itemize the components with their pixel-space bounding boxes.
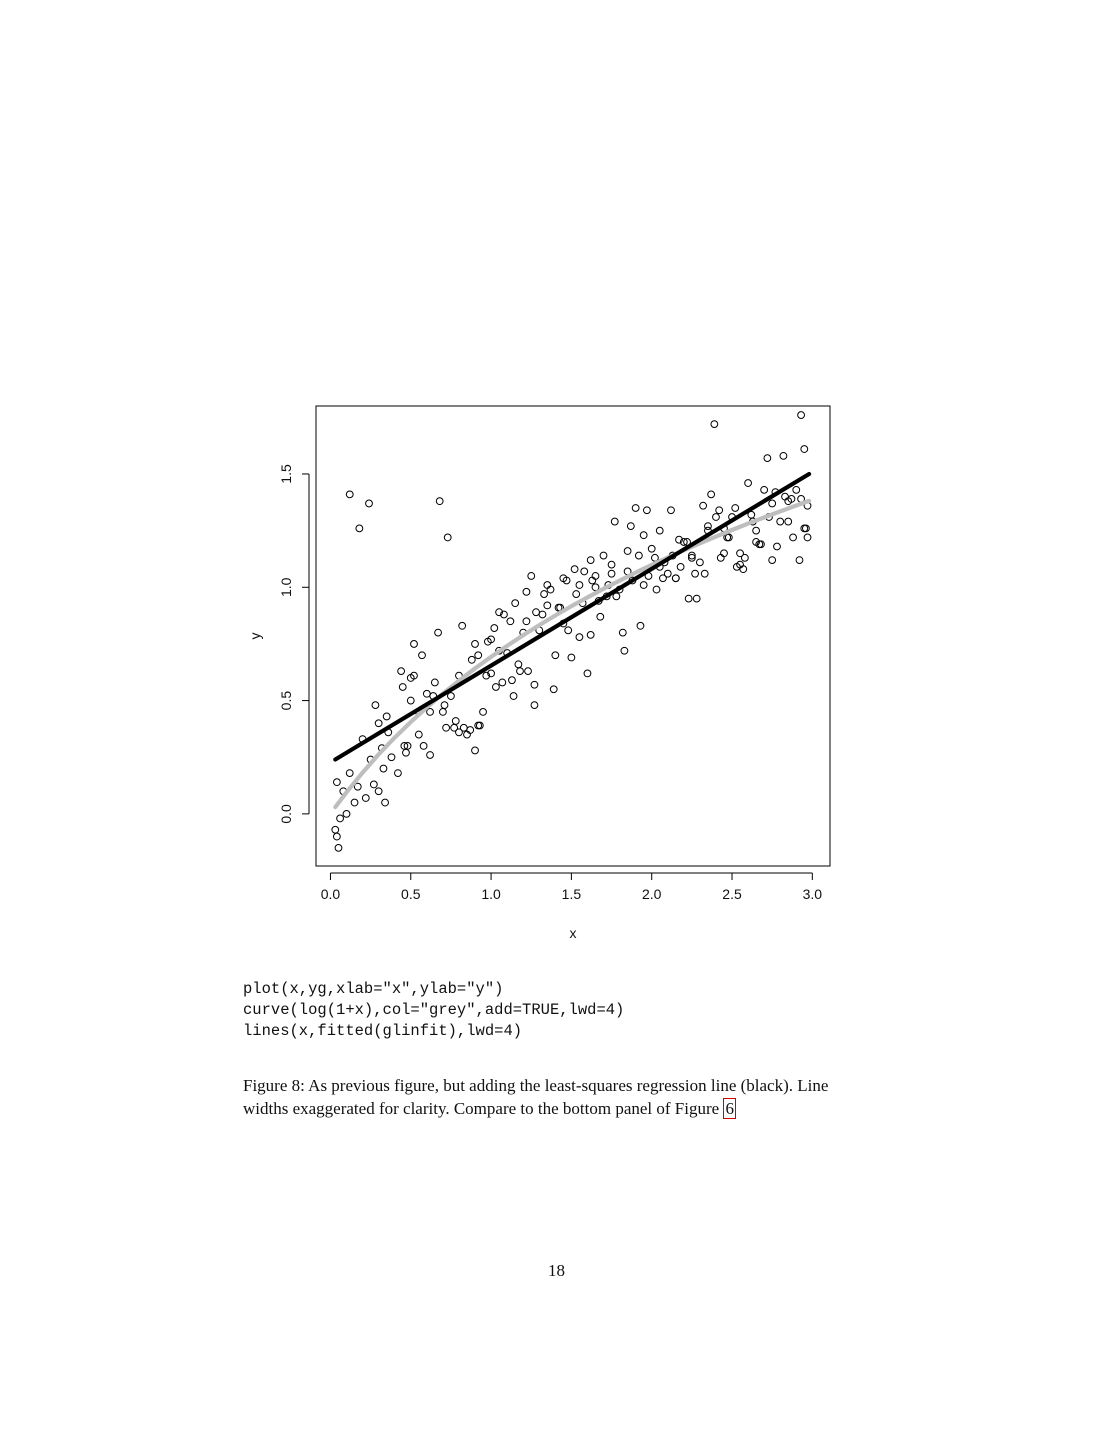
x-tick-label: 3.0	[802, 886, 823, 902]
y-tick-label: 0.0	[278, 804, 294, 824]
data-point	[375, 720, 382, 727]
data-point	[351, 799, 358, 806]
data-point	[777, 518, 784, 525]
data-point	[475, 722, 482, 729]
data-point	[523, 588, 530, 595]
data-point	[608, 561, 615, 568]
figure-reference-link[interactable]: 6	[725, 1099, 734, 1118]
data-point	[790, 534, 797, 541]
data-point	[761, 486, 768, 493]
data-point	[507, 618, 514, 625]
data-point	[725, 534, 732, 541]
data-point	[431, 679, 438, 686]
data-point	[539, 611, 546, 618]
data-point	[333, 833, 340, 840]
data-point	[468, 656, 475, 663]
data-point	[664, 570, 671, 577]
x-tick-label: 1.5	[561, 886, 582, 902]
data-point	[415, 731, 422, 738]
data-point	[510, 693, 517, 700]
data-point	[656, 527, 663, 534]
data-point	[476, 722, 483, 729]
data-point	[533, 609, 540, 616]
data-point	[493, 684, 500, 691]
data-point	[525, 668, 532, 675]
data-point	[581, 568, 588, 575]
scatter-plot	[230, 390, 870, 950]
data-point	[608, 570, 615, 577]
data-point	[550, 686, 557, 693]
data-point	[531, 681, 538, 688]
data-point	[372, 702, 379, 709]
data-point	[333, 779, 340, 786]
data-point	[375, 788, 382, 795]
data-point	[696, 559, 703, 566]
data-point	[587, 557, 594, 564]
code-line: lines(x,fitted(glinfit),lwd=4)	[243, 1022, 523, 1040]
data-point	[576, 582, 583, 589]
data-point	[780, 452, 787, 459]
data-point	[801, 525, 808, 532]
data-point	[472, 747, 479, 754]
data-point	[692, 570, 699, 577]
x-tick-label: 2.0	[641, 886, 662, 902]
data-point	[343, 810, 350, 817]
data-point	[480, 709, 487, 716]
data-point	[443, 724, 450, 731]
code-block	[243, 979, 624, 1042]
data-point	[565, 627, 572, 634]
data-point	[346, 770, 353, 777]
x-tick-label: 1.0	[481, 886, 501, 902]
y-axis-title: y	[247, 632, 263, 640]
data-point	[420, 743, 427, 750]
data-point	[541, 591, 548, 598]
data-point	[632, 505, 639, 512]
data-point	[600, 552, 607, 559]
data-point	[512, 600, 519, 607]
data-point	[637, 622, 644, 629]
data-point	[793, 486, 800, 493]
data-point	[552, 652, 559, 659]
data-point	[531, 702, 538, 709]
data-point	[741, 554, 748, 561]
data-point	[587, 631, 594, 638]
data-point	[435, 629, 442, 636]
x-tick-label: 2.5	[722, 886, 742, 902]
x-tick-label: 0.5	[401, 886, 421, 902]
data-point	[648, 545, 655, 552]
y-tick-label: 1.0	[278, 577, 294, 598]
data-point	[672, 575, 679, 582]
data-point	[472, 641, 479, 648]
data-point	[332, 826, 339, 833]
data-point	[380, 765, 387, 772]
data-point	[769, 557, 776, 564]
data-point	[619, 629, 626, 636]
figure-caption	[243, 1074, 873, 1120]
figure	[230, 390, 870, 950]
x-axis-title: x	[569, 925, 577, 941]
data-point	[517, 668, 524, 675]
data-point	[700, 502, 707, 509]
data-point	[399, 684, 406, 691]
data-point	[459, 622, 466, 629]
data-point	[362, 795, 369, 802]
x-tick-label: 0.0	[320, 886, 341, 902]
data-point	[475, 652, 482, 659]
data-point	[382, 799, 389, 806]
data-point	[370, 781, 377, 788]
data-point	[444, 534, 451, 541]
y-tick-label: 1.5	[278, 464, 294, 484]
code-line: curve(log(1+x),col="grey",add=TRUE,lwd=4)	[243, 1001, 625, 1019]
data-point	[499, 679, 506, 686]
data-point	[711, 421, 718, 428]
data-point	[624, 548, 631, 555]
caption-text: Figure 8: As previous figure, but adding the least-squares regression line (black). Line widths exaggerated for clarity. Compare to the bottom panel of Figure	[243, 1076, 829, 1118]
data-point	[597, 613, 604, 620]
data-point	[568, 654, 575, 661]
data-point	[576, 634, 583, 641]
data-point	[621, 647, 628, 654]
data-point	[732, 505, 739, 512]
code-line: plot(x,yg,xlab="x",ylab="y")	[243, 980, 504, 998]
data-point	[403, 749, 410, 756]
data-point	[395, 770, 402, 777]
data-point	[716, 507, 723, 514]
data-point	[796, 557, 803, 564]
data-point	[436, 498, 443, 505]
data-point	[705, 523, 712, 530]
data-point	[423, 690, 430, 697]
data-point	[640, 532, 647, 539]
data-point	[407, 697, 414, 704]
data-point	[439, 709, 446, 716]
regression-line	[335, 474, 809, 760]
data-point	[346, 491, 353, 498]
plot-frame	[316, 406, 830, 866]
data-point	[452, 718, 459, 725]
data-point	[685, 595, 692, 602]
data-point	[337, 815, 344, 822]
data-point	[653, 586, 660, 593]
data-point	[753, 527, 760, 534]
data-point	[640, 582, 647, 589]
data-point	[573, 591, 580, 598]
data-point	[635, 552, 642, 559]
data-point	[427, 752, 434, 759]
data-point	[356, 525, 363, 532]
data-point	[803, 525, 810, 532]
data-point	[383, 713, 390, 720]
data-point	[427, 709, 434, 716]
data-point	[441, 702, 448, 709]
y-tick-label: 0.5	[278, 690, 294, 711]
data-point	[713, 514, 720, 521]
data-point	[708, 491, 715, 498]
data-point	[515, 661, 522, 668]
data-point	[701, 570, 708, 577]
data-point	[584, 670, 591, 677]
data-point	[523, 618, 530, 625]
data-point	[764, 455, 771, 462]
data-point	[677, 563, 684, 570]
data-point	[627, 523, 634, 530]
data-point	[798, 412, 805, 419]
data-point	[693, 595, 700, 602]
data-point	[774, 543, 781, 550]
data-point	[366, 500, 373, 507]
data-point	[611, 518, 618, 525]
data-point	[668, 507, 675, 514]
data-point	[388, 754, 395, 761]
data-point	[335, 844, 342, 851]
data-point	[509, 677, 516, 684]
data-point	[491, 625, 498, 632]
data-point	[528, 573, 535, 580]
data-point	[398, 668, 405, 675]
data-point	[544, 602, 551, 609]
data-point	[804, 534, 811, 541]
data-point	[801, 446, 808, 453]
page-number: 18	[548, 1261, 565, 1280]
data-point	[769, 500, 776, 507]
data-point	[460, 724, 467, 731]
data-point	[571, 566, 578, 573]
data-point	[785, 518, 792, 525]
data-point	[419, 652, 426, 659]
data-point	[411, 641, 418, 648]
data-point	[745, 480, 752, 487]
data-point	[643, 507, 650, 514]
